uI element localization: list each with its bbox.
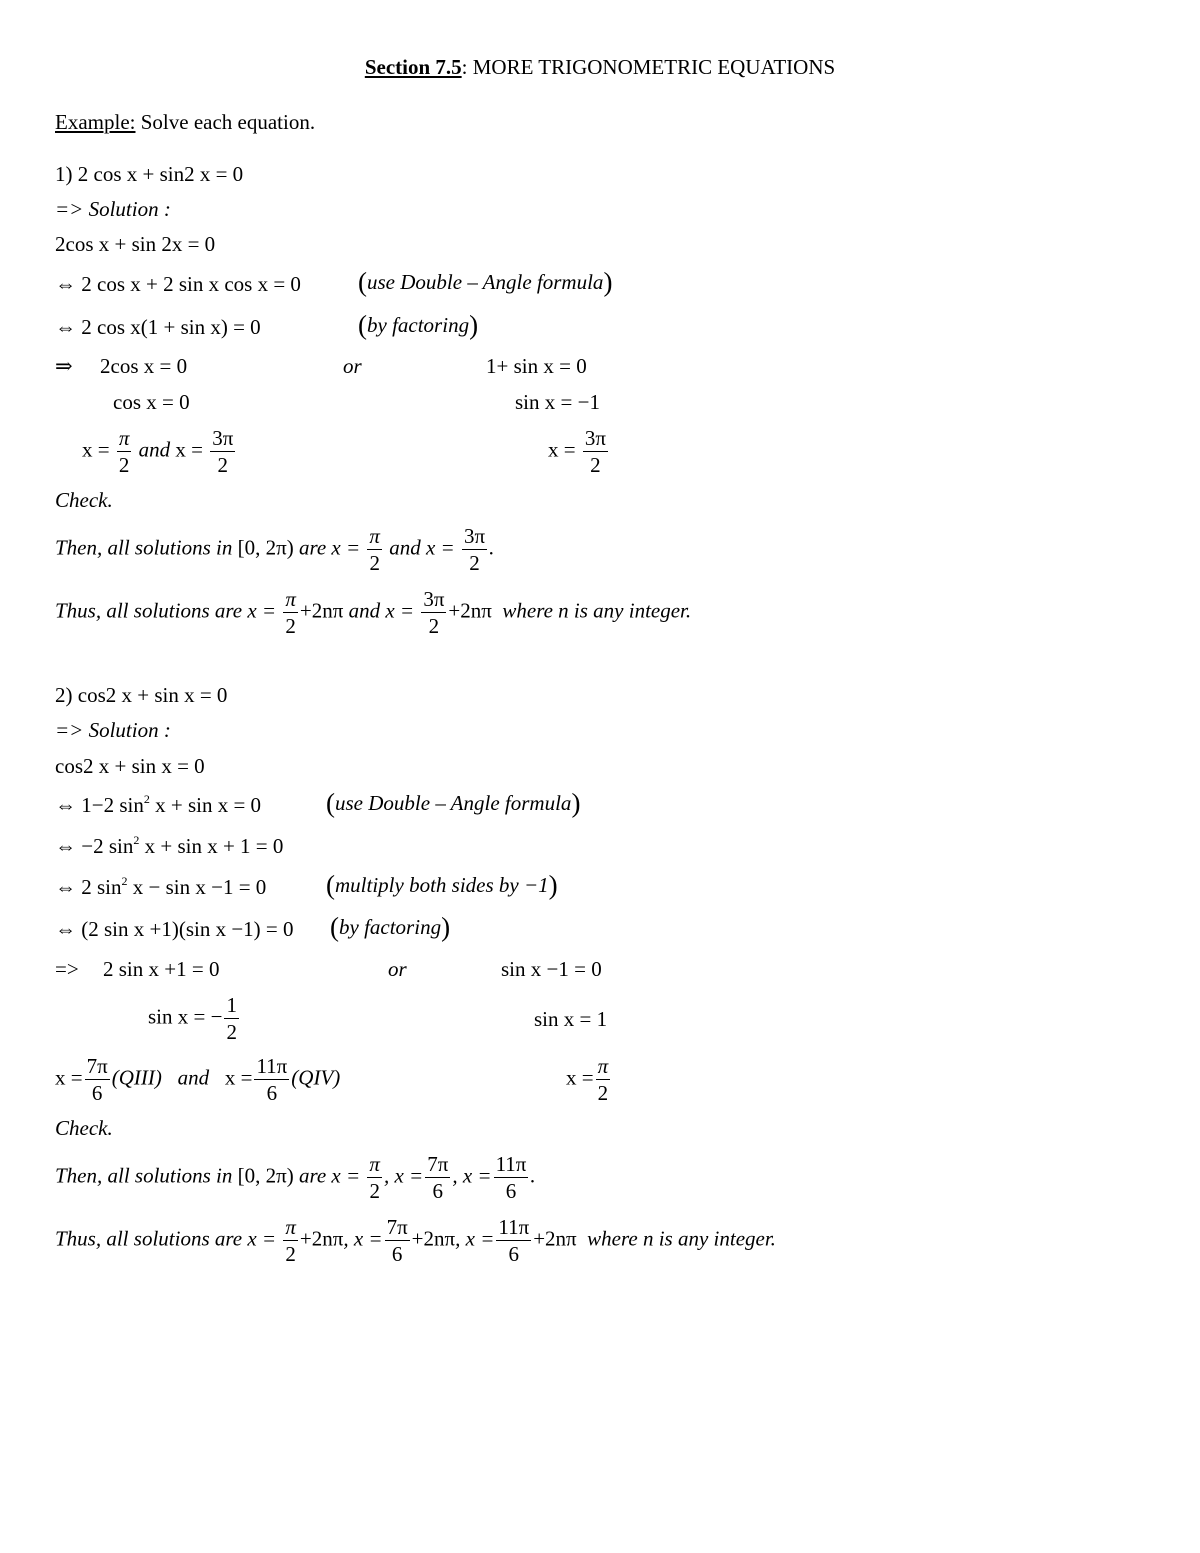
ex1-step2: ⇔ 2 cos x(1 + sin x) = 0 — [55, 315, 261, 339]
ex1-problem: 1) 2 cos x + sin2 x = 0 — [55, 162, 244, 186]
ex1-check: Check. — [55, 488, 113, 512]
ex1-left-b: cos x = 0 — [113, 390, 190, 414]
ex1-left-c: x = $\frac{\pi}{2}$ and x = $\frac{3\pi}{2}$ — [82, 426, 234, 477]
ex2-left-a: 2 sin x +1 = 0 — [103, 957, 220, 981]
ex2-solution-label: => Solution : — [55, 718, 171, 742]
ex1-thus: Thus, all solutions are x = $\frac{\pi}{2}$ +2nπ and x = $\frac{3\pi}{2}$ +2nπ where n is any integer. — [55, 587, 692, 638]
ex2-step4-note: (by factoring) — [330, 912, 451, 942]
ex2-right-c: x = $\frac{\pi}{2}$ — [566, 1054, 609, 1105]
ex1-step2-note: (by factoring) — [358, 310, 479, 340]
section-number: Section 7.5 — [364, 55, 462, 79]
example-text: Solve each equation. — [135, 110, 316, 134]
ex1-step0: 2cos x + sin 2x = 0 — [55, 232, 216, 256]
ex2-step3: ⇔ 2 $\sin^2 x - \sin x -1 = 0$ — [55, 874, 267, 899]
example-label: Example: — [55, 110, 136, 134]
ex2-check: Check. — [55, 1116, 113, 1140]
ex1-right-c: x = $\frac{3\pi}{2}$ — [548, 426, 606, 477]
ex2-step1: ⇔ 1−2 $\sin^2 x + \sin x = 0$ — [55, 792, 262, 817]
ex2-thus: Thus, all solutions are x = $\frac{\pi}{2}$ +2nπ, x = $\frac{7\pi}{6}$ +2nπ, x = $\frac{11\pi}{6}$ +2nπ where n is any integer. — [55, 1215, 776, 1266]
page-title — [0, 55, 1200, 80]
ex1-or: or — [343, 354, 362, 378]
ex1-step1: ⇔ 2 cos x + 2 sin x cos x = 0 — [55, 272, 301, 296]
ex1-right-a: 1+ sin x = 0 — [486, 354, 587, 378]
ex2-problem: 2) cos2 x + sin x = 0 — [55, 683, 228, 707]
ex2-then: Then, all solutions in [0, 2π) are x = $\frac{\pi}{2}$ , x = $\frac{7\pi}{6}$ , x = $\frac{11\pi}{6}$ . — [55, 1152, 536, 1203]
ex1-step1-note: (use Double – Angle formula) — [358, 267, 613, 297]
ex2-step0: cos2 x + sin x = 0 — [55, 754, 205, 778]
ex2-step1-note: (use Double – Angle formula) — [326, 788, 581, 818]
ex1-implies: ⇒ — [55, 354, 73, 378]
ex2-step3-note: (multiply both sides by −1) — [326, 870, 558, 900]
ex2-implies: => — [55, 957, 79, 981]
ex2-right-a: sin x −1 = 0 — [501, 957, 602, 981]
ex2-step4: ⇔ (2 sin x +1)(sin x −1) = 0 — [55, 917, 294, 941]
ex1-right-b: sin x = −1 — [515, 390, 600, 414]
ex2-left-b: sin x = − $\frac{1}{2}$ — [148, 993, 237, 1044]
ex1-left-a: 2cos x = 0 — [100, 354, 188, 378]
ex2-right-b: sin x = 1 — [534, 1007, 608, 1031]
ex2-left-c: x = $\frac{7\pi}{6}$ (QIII) and x = $\frac{11\pi}{6}$ (QIV) — [55, 1054, 341, 1105]
ex1-then: Then, all solutions in [0, 2π) are x = $\frac{\pi}{2}$ and x = $\frac{3\pi}{2}$ . — [55, 524, 495, 575]
ex1-solution-label: => Solution : — [55, 197, 171, 221]
ex2-step2: ⇔ −2 $\sin^2 x + \sin x + 1 = 0$ — [55, 833, 284, 858]
section-title: : MORE TRIGONOMETRIC EQUATIONS — [461, 55, 836, 79]
example-intro — [55, 110, 315, 134]
ex2-or: or — [388, 957, 407, 981]
